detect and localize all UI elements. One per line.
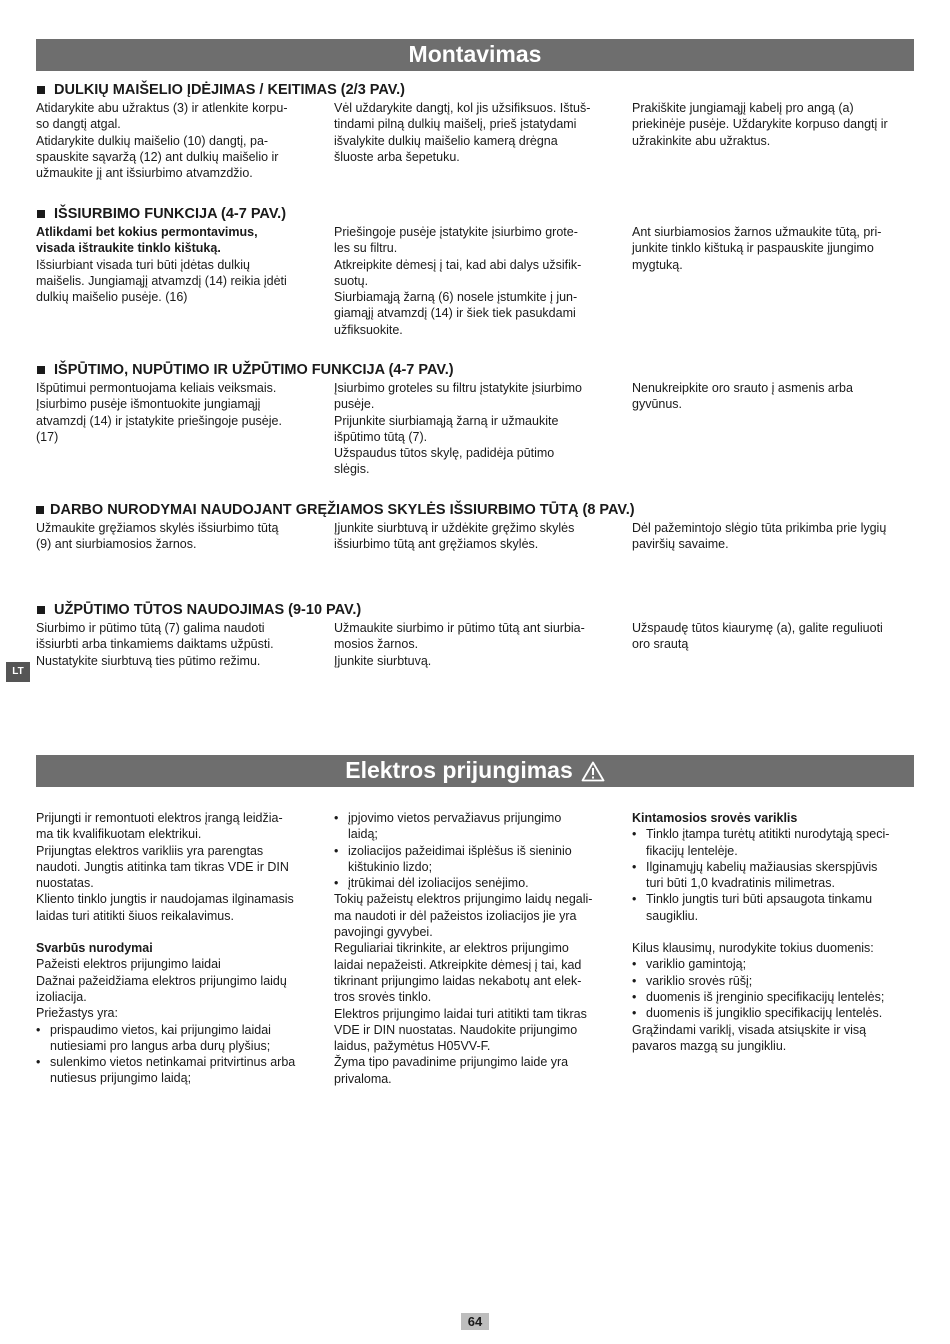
column-2: Įjunkite siurbtuvą ir uždėkite gręžimo skylės išsiurbimo tūtą ant gręžiamos skylės. xyxy=(334,521,575,552)
list-item: • Tinklo įtampa turėtų atitikti nurodytąją speci- fikacijų lentelėje. xyxy=(632,826,916,859)
square-bullet-icon xyxy=(37,86,45,94)
column-2: • įpjovimo vietos pervažiavus prijungimo laidą; • izoliacijos pažeidimai išplėšus iš sieninio kištukinio lizdo; • įtrūkimai dėl izoliacijos senėjimo. Tokių pažeistų elektros prijungimo laidų negali- ma naudoti ir dėl pažeistos izoliacijos jie yra pavojingi gyvybei. Reguliariai tikrinkite, ar elektros prijungimo laidai nepažeisti. Atkreipkite dėmesį į tai, kad tikrinant prijungimo laidas nekabotų ant elek- tros srovės tinklo. Elektros prijungimo laidai turi atitikti tam tikras VDE ir DIN nuostatas. Naudokite prijungimo laidus, pažymėtus H05VV-F. Žyma tipo pavadinime prijungimo laide yra privaloma. xyxy=(334,810,615,1087)
column-3: Užspaudę tūtos kiaurymę (a), galite reguliuoti oro srautą xyxy=(632,621,883,652)
column-1: Užmaukite gręžiamos skylės išsiurbimo tūtą (9) ant siurbiamosios žarnos. xyxy=(36,521,279,552)
list-item: • duomenis iš jungiklio specifikacijų lentelės. xyxy=(632,1005,916,1021)
section-darbo-nurodymai xyxy=(36,502,916,553)
section-heading: IŠPŪTIMO, NUPŪTIMO IR UŽPŪTIMO FUNKCIJA (4-7 PAV.) xyxy=(36,362,916,379)
column-1: Prijungti ir remontuoti elektros įrangą leidžia- ma tik kvalifikuotam elektrikui. Prijungtas elektros varikliis yra parengtas naudoti. Jungtis atitinka tam tikras VDE ir DIN nuostatas. Kliento tinklo jungtis ir naudojamas ilginamasis laidas turi atitikti šiuos reikalavimus. Svarbūs nurodymai Pažeisti elektros prijungimo laidai Dažnai pažeidžiama elektros prijungimo laidų izoliacija. Priežastys yra: • prispaudimo vietos, kai prijungimo laidai nutiesiami pro langus arba durų plyšius; • sulenkimo vietos netinkamai pritvirtinus arba nutiesus prijungimo laidą; xyxy=(36,810,317,1087)
column-3: Ant siurbiamosios žarnos užmaukite tūtą, pri- junkite tinklo kištuką ir paspauskite įjungimo mygtuką. xyxy=(632,225,882,272)
list-item: • prispaudimo vietos, kai prijungimo laidai nutiesiami pro langus arba durų plyšius; xyxy=(36,1022,317,1055)
montavimas-title-bar xyxy=(36,39,914,71)
section-heading: DARBO NURODYMAI NAUDOJANT GRĘŽIAMOS SKYLĖS IŠSIURBIMO TŪTĄ (8 PAV.) xyxy=(36,502,916,519)
section-uzputimo-tutos xyxy=(36,602,916,669)
column-3: Dėl pažemintojo slėgio tūta prikimba prie lygių paviršių savaime. xyxy=(632,521,887,552)
section-heading: IŠSIURBIMO FUNKCIJA (4-7 PAV.) xyxy=(36,206,916,223)
list-item: • variklio gamintoją; xyxy=(632,956,916,972)
bullet-list xyxy=(632,826,916,924)
column-3: Nenukreipkite oro srauto į asmenis arba gyvūnus. xyxy=(632,381,853,412)
section-heading: UŽPŪTIMO TŪTOS NAUDOJIMAS (9-10 PAV.) xyxy=(36,602,916,619)
elektros-body xyxy=(36,810,916,1087)
column-2: Priešingoje pusėje įstatykite įsiurbimo grote- les su filtru. Atkreipkite dėmesį į tai, kad abi dalys užsifik- suotų. Siurbiamąją žarną (6) nosele įstumkite į jun- giamąjį atvamzdį (14) ir šiek tiek pasukdami užfiksuokite. xyxy=(334,225,582,337)
column-2: Įsiurbimo groteles su filtru įstatykite įsiurbimo pusėje. Prijunkite siurbiamąją žarną ir užmaukite išpūtimo tūtą (7). Užspaudus tūtos skylę, padidėja pūtimo slėgis. xyxy=(334,381,582,477)
column-3: Kintamosios srovės variklis • Tinklo įtampa turėtų atitikti nurodytąją speci- fikacijų lentelėje. • Ilginamųjų kabelių mažiausias skerspjūvis turi būti 1,0 kvadratinis milimetras. • Tinklo jungtis turi būti apsaugota tinkamu saugikliu. Kilus klausimų, nurodykite tokius duomenis: • variklio gamintoją; • variklio srovės rūšį; • duomenis iš įrenginio specifikacijų lentelės; • duomenis iš jungiklio specifikacijų lentelės. Grąžindami variklį, visada atsiųskite ir visą pavaros mazgą su jungikliu. xyxy=(632,810,916,1087)
warning-triangle-icon xyxy=(581,759,605,790)
section-dulkiu-maiselio xyxy=(36,82,916,181)
montavimas-title: Montavimas xyxy=(408,41,542,67)
page-number: 64 xyxy=(461,1313,489,1330)
subheading: Svarbūs nurodymai xyxy=(36,941,153,956)
column-1: Atidarykite abu užraktus (3) ir atlenkite korpu- so dangtį atgal. Atidarykite dulkių maišelio (10) dangtį, pa- spauskite sąvaržą (12) ant dulkių maišelio ir užmaukite jį ant išsiurbimo atvamzdžio. xyxy=(36,101,288,181)
square-bullet-icon xyxy=(37,366,45,374)
column-1: Išpūtimui permontuojama keliais veiksmais. Įsiurbimo pusėje išmontuokite jungiamąjį atvamzdį (14) ir įstatykite priešingoje pusėje. (17) xyxy=(36,381,282,444)
column-2: Užmaukite siurbimo ir pūtimo tūtą ant siurbia- mosios žarnos. Įjunkite siurbtuvą. xyxy=(334,621,585,668)
square-bullet-icon xyxy=(36,506,44,514)
column-2: Vėl uždarykite dangtį, kol jis užsifiksuos. Ištuš- tindami pilną dulkių maišelį, prieš įstatydami išvalykite dulkių maišelio kamerą drėgna šluoste arba šepetuku. xyxy=(334,101,591,164)
subheading: Kintamosios srovės variklis xyxy=(632,811,798,825)
square-bullet-icon xyxy=(37,606,45,614)
bullet-list xyxy=(334,810,615,891)
section-ispotimo-funkcija xyxy=(36,362,916,478)
elektros-title-bar xyxy=(36,755,914,787)
square-bullet-icon xyxy=(37,210,45,218)
column-1: Atlikdami bet kokius permontavimus, visada ištraukite tinklo kištuką. Išsiurbiant visada turi būti įdėtas dulkių maišelis. Jungiamąjį atvamzdį (14) reikia įdėti dulkių maišelio pusėje. (16) xyxy=(36,225,287,305)
column-1: Siurbimo ir pūtimo tūtą (7) galima naudoti išsiurbti arba tinkamiems daiktams užpūsti. Nustatykite siurbtuvą ties pūtimo režimu. xyxy=(36,621,274,668)
list-item: • variklio srovės rūšį; xyxy=(632,973,916,989)
section-issiurbimo-funkcija xyxy=(36,206,916,338)
list-item: • sulenkimo vietos netinkamai pritvirtinus arba nutiesus prijungimo laidą; xyxy=(36,1054,317,1087)
list-item: • Tinklo jungtis turi būti apsaugota tinkamu saugikliu. xyxy=(632,891,916,924)
elektros-title: Elektros prijungimas xyxy=(345,757,573,783)
list-item: • įpjovimo vietos pervažiavus prijungimo laidą; xyxy=(334,810,615,843)
bullet-list xyxy=(36,1022,317,1087)
language-tab: LT xyxy=(6,662,30,682)
list-item: • duomenis iš įrenginio specifikacijų lentelės; xyxy=(632,989,916,1005)
section-heading: DULKIŲ MAIŠELIO ĮDĖJIMAS / KEITIMAS (2/3 PAV.) xyxy=(36,82,916,99)
list-item: • Ilginamųjų kabelių mažiausias skerspjūvis turi būti 1,0 kvadratinis milimetras. xyxy=(632,859,916,892)
list-item: • izoliacijos pažeidimai išplėšus iš sieninio kištukinio lizdo; xyxy=(334,843,615,876)
list-item: • įtrūkimai dėl izoliacijos senėjimo. xyxy=(334,875,615,891)
column-3: Prakiškite jungiamąjį kabelį pro angą (a) priekinėje pusėje. Uždarykite korpuso dangtį ir užrakinkite abu užraktus. xyxy=(632,101,888,148)
bullet-list xyxy=(632,956,916,1021)
